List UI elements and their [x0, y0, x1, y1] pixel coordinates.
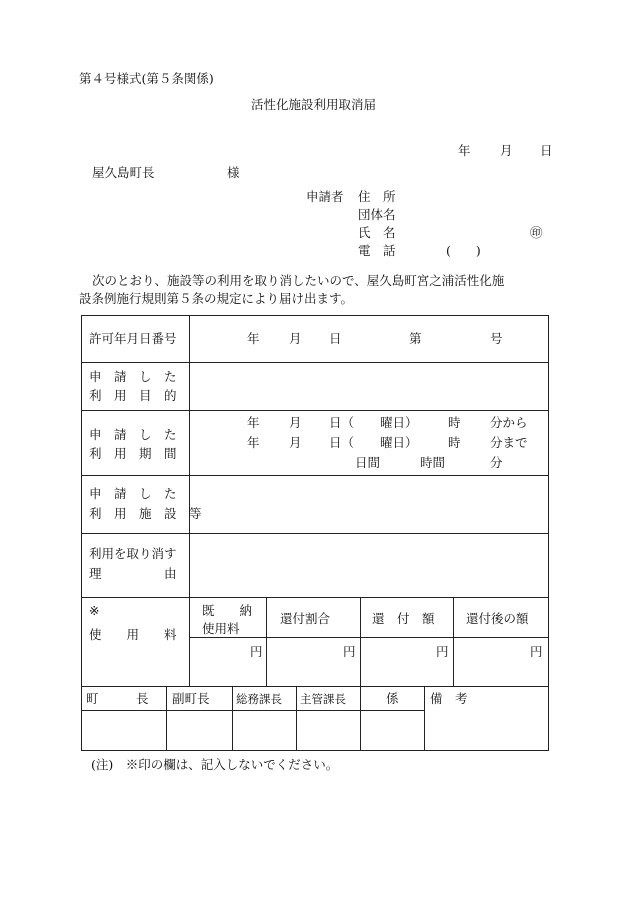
- period-minutes: 分: [490, 455, 503, 470]
- period-to-day: 日（: [329, 435, 355, 450]
- addressee-name: 屋久島町長: [92, 165, 155, 180]
- applicant-group-label: 団体名: [358, 207, 396, 222]
- period-from-year: 年: [247, 415, 260, 430]
- approval-remarks: 備 考: [430, 691, 468, 706]
- period-from-minute: 分から: [490, 415, 528, 430]
- permit-year: 年: [247, 331, 260, 346]
- date-month: 月: [500, 143, 513, 158]
- approval-staff: 係: [386, 691, 399, 706]
- fee-asterisk-mark: ※: [89, 603, 100, 618]
- fee-amount-yen: 円: [436, 644, 449, 659]
- fee-after-yen: 円: [530, 644, 543, 659]
- body-text-line2: 設条例施行規則第５条の規定により届け出ます。: [79, 291, 354, 306]
- period-to-minute: 分まで: [490, 435, 528, 450]
- fee-after-label: 還付後の額: [466, 611, 529, 626]
- permit-day: 日: [329, 331, 342, 346]
- period-label-1: 申 請 し た: [89, 427, 177, 442]
- reason-label-2: 理 由: [89, 566, 177, 581]
- period-from-month: 月: [289, 415, 302, 430]
- purpose-label-2: 利 用 目 的: [89, 388, 177, 403]
- period-hours: 時間: [420, 455, 446, 470]
- period-from-weekday: 曜日）: [380, 415, 418, 430]
- applicant-name-label: 氏 名: [358, 225, 396, 240]
- fee-paid-label-2: 使用料: [202, 621, 240, 636]
- date-year: 年: [458, 143, 471, 158]
- applicant-label: 申請者: [306, 189, 344, 204]
- fee-amount-label: 還 付 額: [372, 611, 435, 626]
- permit-month: 月: [289, 331, 302, 346]
- fee-ratio-yen: 円: [343, 644, 356, 659]
- applicant-phone-parens: ( ): [446, 243, 481, 258]
- period-from-hour: 時: [448, 415, 461, 430]
- period-to-month: 月: [289, 435, 302, 450]
- facility-label-1: 申 請 し た: [89, 486, 177, 501]
- approval-section-chief: 主管課長: [300, 692, 346, 706]
- approval-mayor: 町 長: [86, 691, 149, 706]
- period-from-day: 日（: [329, 415, 355, 430]
- period-days: 日間: [355, 455, 381, 470]
- fee-paid-yen: 円: [250, 644, 263, 659]
- facility-label-2: 利 用 施 設 等: [89, 506, 202, 521]
- period-label-2: 利 用 期 間: [89, 446, 177, 461]
- fee-label: 使 用 料: [89, 627, 177, 642]
- period-to-hour: 時: [448, 435, 461, 450]
- date-day: 日: [540, 143, 553, 158]
- applicant-phone-label: 電 話: [358, 243, 396, 258]
- applicant-address-label: 住 所: [358, 189, 396, 204]
- permit-dai: 第: [409, 331, 422, 346]
- reason-label-1: 利用を取り消す: [89, 546, 177, 561]
- permit-label: 許可年月日番号: [89, 331, 177, 346]
- footnote: (注) ※印の欄は、記入しないでください。: [91, 757, 339, 772]
- approval-general-affairs: 総務課長: [236, 692, 282, 706]
- approval-vice-mayor: 副町長: [172, 691, 210, 706]
- purpose-label-1: 申 請 し た: [89, 369, 177, 384]
- seal-mark: ㊞: [530, 225, 543, 240]
- addressee-honorific: 様: [227, 165, 240, 180]
- fee-ratio-label: 還付割合: [280, 611, 331, 626]
- form-number: 第４号様式(第５条関係): [79, 71, 214, 86]
- fee-paid-label-1: 既 納: [202, 603, 253, 618]
- permit-go: 号: [490, 331, 503, 346]
- page-title: 活性化施設利用取消届: [251, 97, 377, 112]
- period-to-year: 年: [247, 435, 260, 450]
- body-text-line1: 次のとおり、施設等の利用を取り消したいので、屋久島町宮之浦活性化施: [92, 273, 505, 288]
- period-to-weekday: 曜日）: [380, 435, 418, 450]
